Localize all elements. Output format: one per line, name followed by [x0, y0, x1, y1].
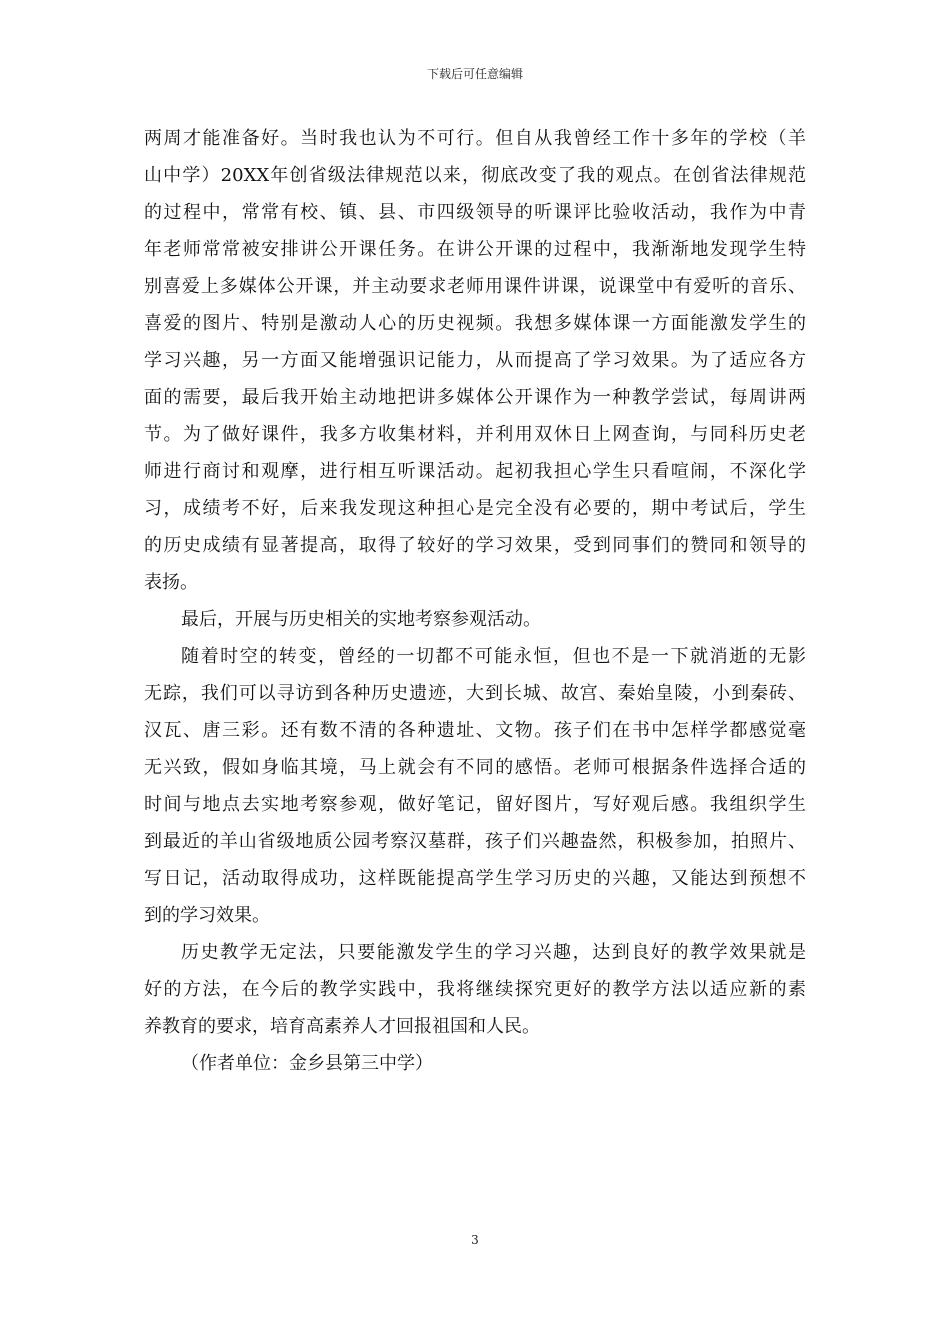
paragraph-line: 面的需要，最后我开始主动地把讲多媒体公开课作为一种教学尝试，每周讲两 [144, 387, 806, 408]
paragraph-line: 的过程中，常常有校、镇、县、市四级领导的听课评比验收活动，我作为中青 [144, 202, 806, 223]
paragraph [144, 638, 806, 934]
paragraph-line: 两周才能准备好。当时我也认为不可行。但自从我曾经工作十多年的学校（羊 [144, 128, 806, 149]
paragraph [144, 120, 806, 601]
paragraph-line: 汉瓦、唐三彩。还有数不清的各种遗址、文物。孩子们在书中怎样学都感觉毫 [144, 720, 806, 741]
paragraph-line: 写日记，活动取得成功，这样既能提高学生学习历史的兴趣，又能达到预想不 [144, 868, 806, 889]
paragraph-line: 到的学习效果。 [144, 905, 270, 926]
paragraph-line: 习，成绩考不好，后来我发现这种担心是完全没有必要的，期中考试后，学生 [144, 498, 806, 519]
paragraph-line: 到最近的羊山省级地质公园考察汉墓群，孩子们兴趣盎然，积极参加，拍照片、 [144, 831, 806, 852]
paragraph-line: 节。为了做好课件，我多方收集材料，并利用双休日上网查询，与同科历史老 [144, 424, 806, 445]
paragraph-line: 的历史成绩有显著提高，取得了较好的学习效果，受到同事们的赞同和领导的 [144, 535, 806, 556]
paragraph-line: 师进行商讨和观摩，进行相互听课活动。起初我担心学生只看喧闹，不深化学 [144, 461, 806, 482]
paragraph [144, 1045, 806, 1082]
page-number: 3 [471, 1233, 479, 1247]
paragraph-line: 别喜爱上多媒体公开课，并主动要求老师用课件讲课，说课堂中有爱听的音乐、 [144, 276, 806, 297]
paragraph-line: 无兴致，假如身临其境，马上就会有不同的感悟。老师可根据条件选择合适的 [144, 757, 806, 778]
paragraph-line: 时间与地点去实地考察参观，做好笔记，留好图片，写好观后感。我组织学生 [144, 794, 806, 815]
paragraph [144, 934, 806, 1045]
paragraph-line: 好的方法，在今后的教学实践中，我将继续探究更好的教学方法以适应新的素 [144, 979, 806, 1000]
document-body [144, 120, 806, 1082]
page-header: 下载后可任意编辑 [426, 67, 523, 81]
paragraph [144, 601, 806, 638]
paragraph-line: 历史教学无定法，只要能激发学生的学习兴趣，达到良好的教学效果就是 [181, 942, 806, 963]
paragraph-line: 无踪，我们可以寻访到各种历史遗迹，大到长城、故宫、秦始皇陵，小到秦砖、 [144, 683, 806, 704]
paragraph-line: 随着时空的转变，曾经的一切都不可能永恒，但也不是一下就消逝的无影 [181, 646, 806, 667]
paragraph-line: 最后，开展与历史相关的实地考察参观活动。 [181, 609, 541, 630]
paragraph-line: 年老师常常被安排讲公开课任务。在讲公开课的过程中，我渐渐地发现学生特 [144, 239, 806, 260]
paragraph-line: 喜爱的图片、特别是激动人心的历史视频。我想多媒体课一方面能激发学生的 [144, 313, 806, 334]
paragraph-line: 学习兴趣，另一方面又能增强识记能力，从而提高了学习效果。为了适应各方 [144, 350, 806, 371]
paragraph-line: 表扬。 [144, 572, 198, 593]
paragraph-line: （作者单位：金乡县第三中学） [181, 1053, 433, 1074]
paragraph-line: 养教育的要求，培育高素养人才回报祖国和人民。 [144, 1016, 540, 1037]
paragraph-line: 山中学）20XX年创省级法律规范以来，彻底改变了我的观点。在创省法律规范 [144, 165, 806, 186]
